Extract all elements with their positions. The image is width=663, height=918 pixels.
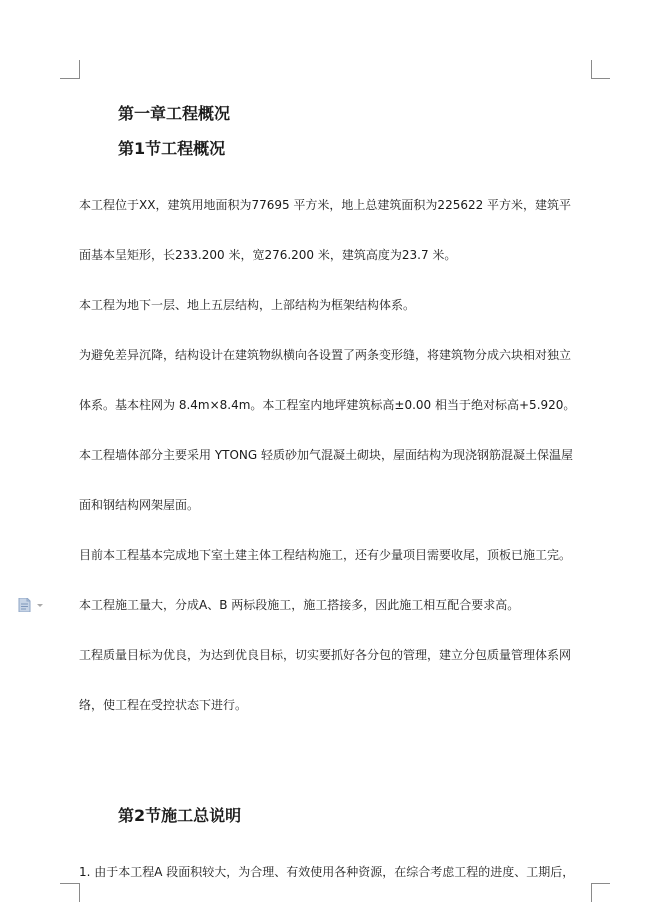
body-line: 为避免差异沉降，结构设计在建筑物纵横向各设置了两条变形缝，将建筑物分成六块相对独立: [79, 348, 572, 362]
crop-mark-top-right-h: [591, 78, 610, 79]
section-title-2: 第2节施工总说明: [118, 806, 242, 825]
crop-mark-top-left-h: [60, 78, 79, 79]
body-line: 目前本工程基本完成地下室土建主体工程结构施工，还有少量项目需要收尾，顶板已施工完。: [79, 548, 572, 562]
numbered-item-line: 1. 由于本工程A 段面积较大，为合理、有效使用各种资源，在综合考虑工程的进度、工期后，: [79, 865, 575, 879]
body-line: 本工程施工量大，分成A、B 两标段施工，施工搭接多，因此施工相互配合要求高。: [79, 598, 520, 612]
body-line: 本工程为地下一层、地上五层结构，上部结构为框架结构体系。: [79, 298, 416, 312]
body-line: 本工程墙体部分主要采用 YTONG 轻质砂加气混凝土砌块，屋面结构为现浇钢筋混凝土保温屋: [79, 448, 574, 462]
chapter-title: 第一章工程概况: [118, 104, 231, 123]
body-line: 面基本呈矩形，长233.200 米，宽276.200 米，建筑高度为23.7 米。: [79, 248, 457, 262]
crop-mark-top-right-v: [591, 60, 592, 79]
body-line: 络，使工程在受控状态下进行。: [79, 698, 248, 712]
body-line: 面和钢结构网架屋面。: [79, 498, 200, 512]
document-icon-graphic: [18, 598, 48, 612]
crop-mark-bottom-left-h: [60, 883, 79, 884]
crop-mark-bottom-left-v: [79, 883, 80, 902]
body-line: 工程质量目标为优良，为达到优良目标，切实要抓好各分包的管理，建立分包质量管理体系网: [79, 648, 572, 662]
chevron-down-icon: [37, 604, 43, 607]
body-line: 本工程位于XX，建筑用地面积为77695 平方米，地上总建筑面积为225622 平方米，建筑平: [79, 198, 572, 212]
crop-mark-bottom-right-h: [591, 883, 610, 884]
body-line: 体系。基本柱网为 8.4m×8.4m。本工程室内地坪建筑标高±0.00 相当于绝对标高+5.920。: [79, 398, 576, 412]
crop-mark-bottom-right-v: [591, 883, 592, 902]
crop-mark-top-left-v: [79, 60, 80, 79]
document-icon[interactable]: [18, 597, 48, 611]
section-title-1: 第1节工程概况: [118, 139, 226, 158]
